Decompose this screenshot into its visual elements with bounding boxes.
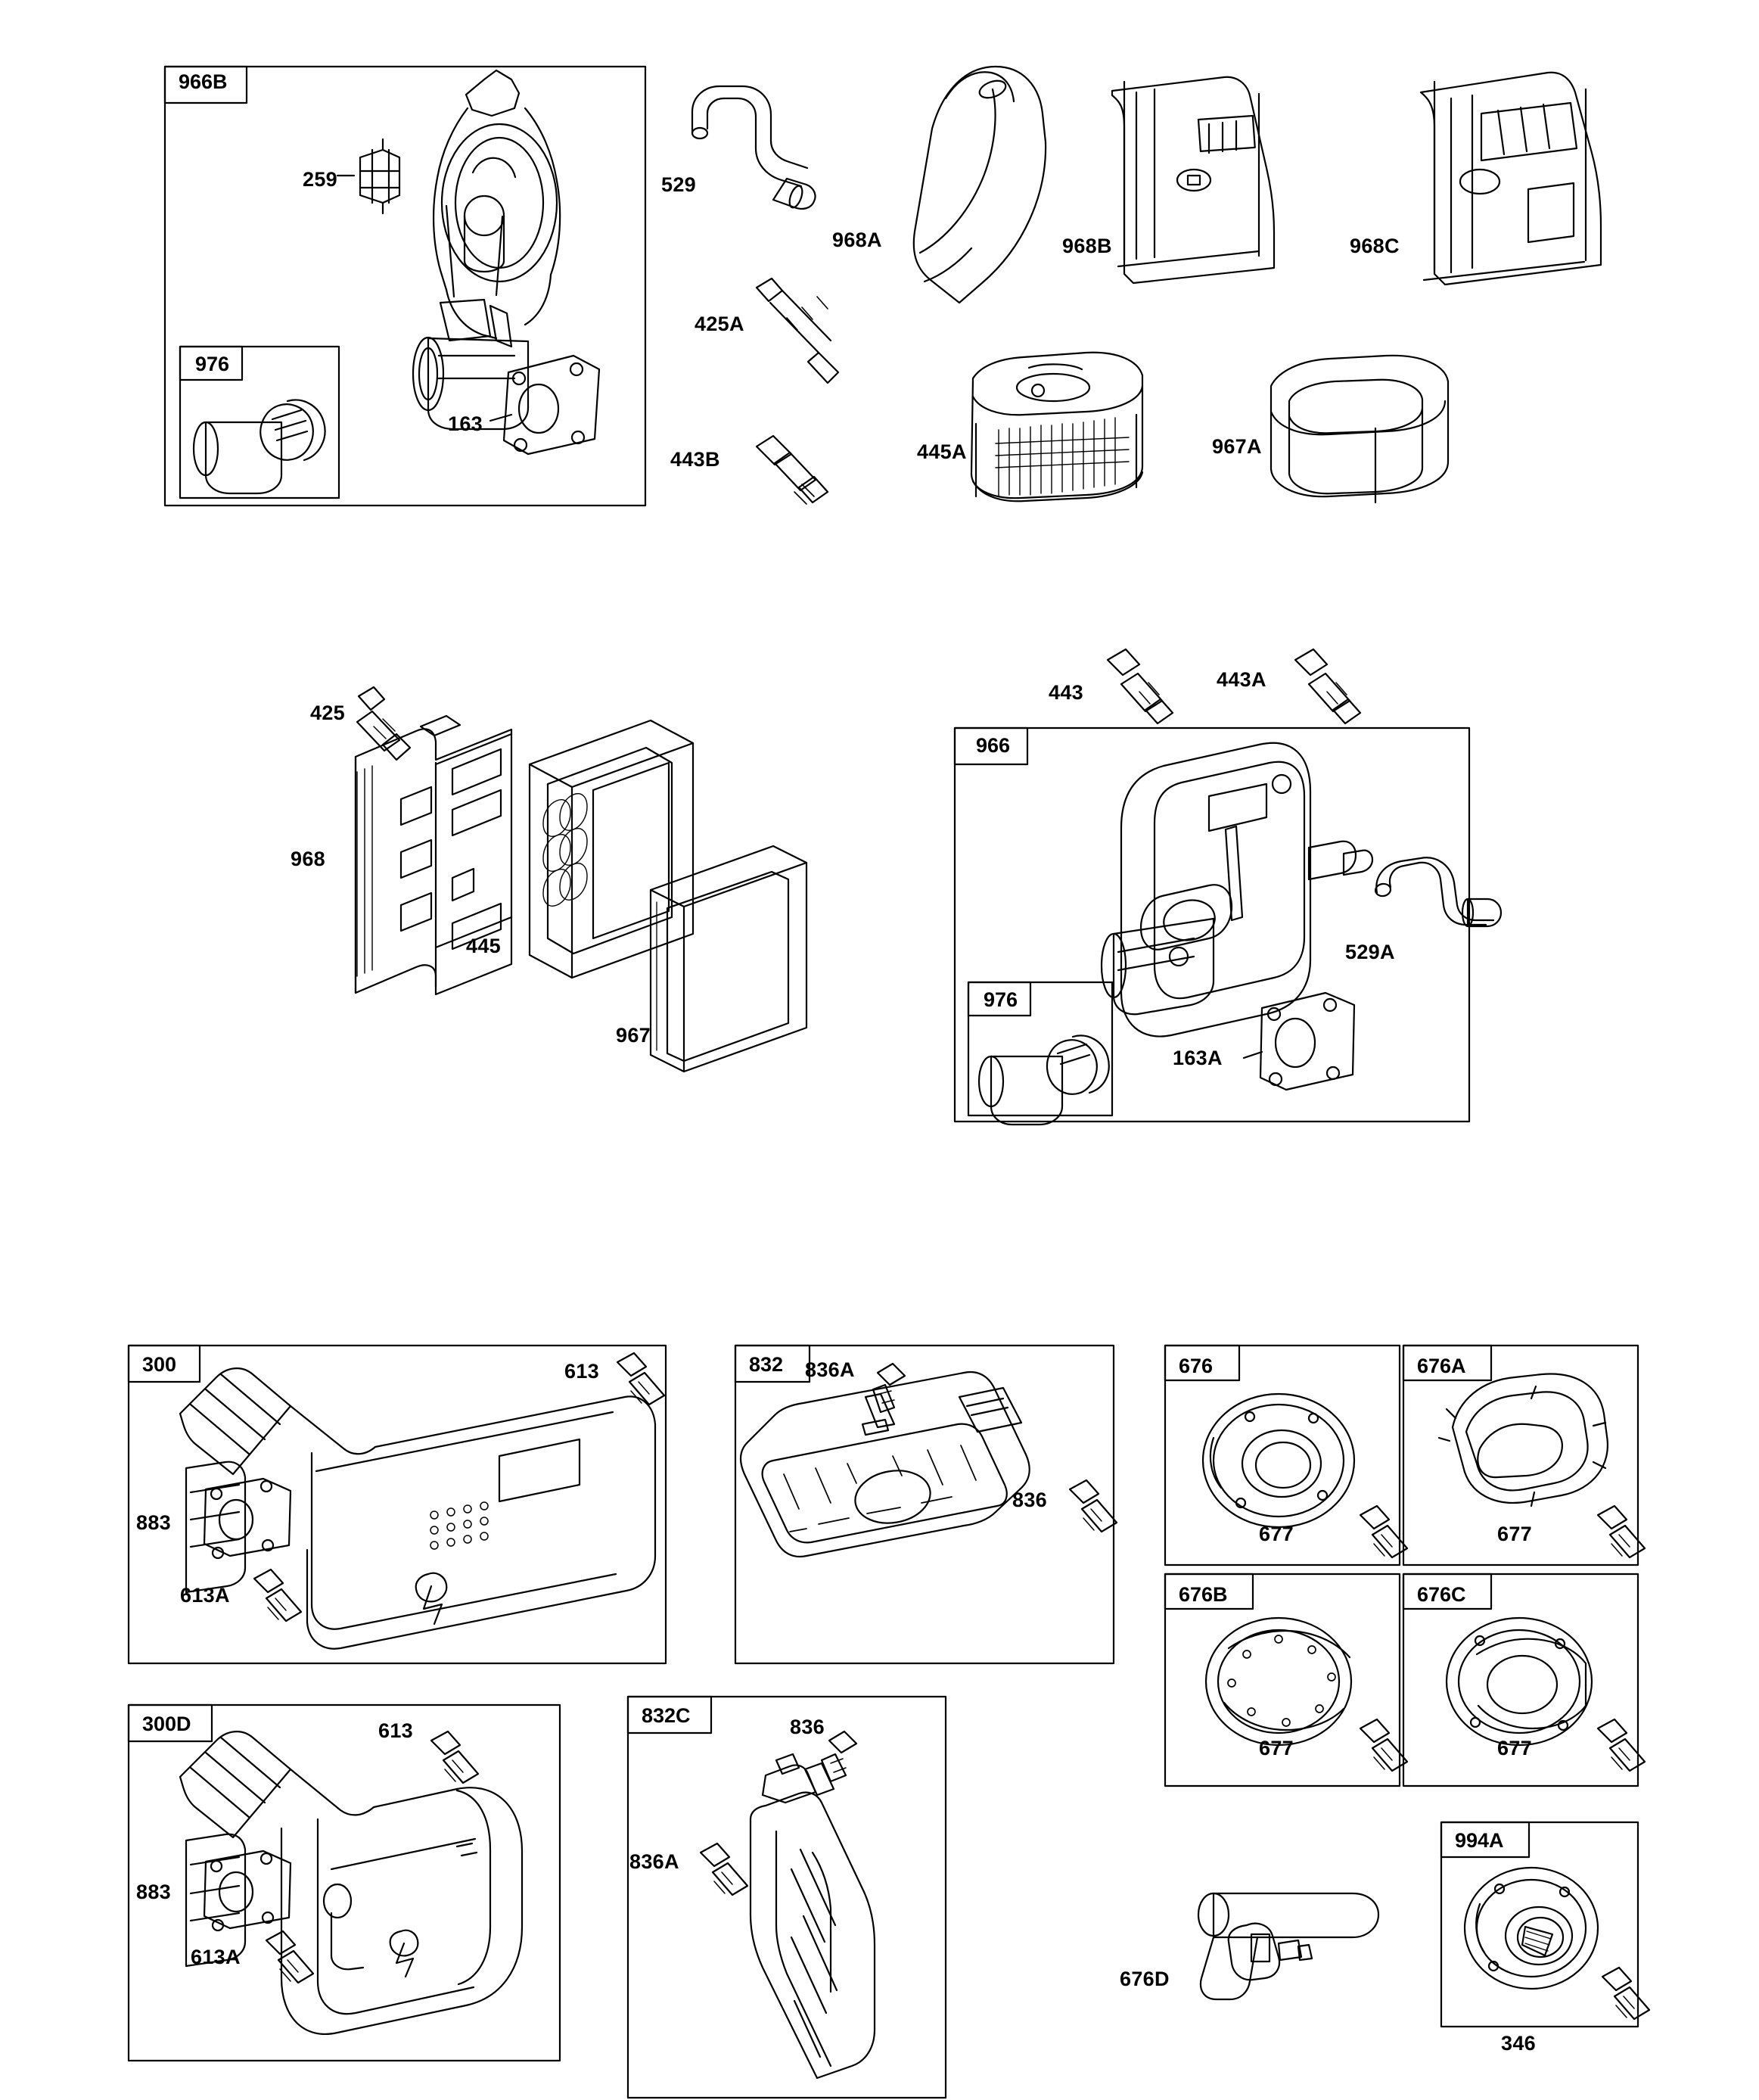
callout-613A-d: 613A <box>191 1946 241 1968</box>
callout-967A: 967A <box>1212 435 1262 458</box>
callout-676D: 676D <box>1120 1968 1170 1990</box>
callout-976-top: 976 <box>195 353 230 375</box>
callout-163: 163 <box>448 412 483 435</box>
callout-445: 445 <box>466 935 501 957</box>
callout-976-mid: 976 <box>984 988 1018 1011</box>
callout-529A: 529A <box>1345 941 1395 963</box>
callout-259: 259 <box>303 168 337 191</box>
callout-613: 613 <box>564 1360 599 1383</box>
callout-613A: 613A <box>180 1584 230 1607</box>
callout-300: 300 <box>142 1353 177 1376</box>
callout-966: 966 <box>976 734 1011 757</box>
callout-676A: 676A <box>1417 1355 1466 1377</box>
callout-836A: 836A <box>805 1358 855 1381</box>
callout-836A-c: 836A <box>629 1850 679 1873</box>
callout-676: 676 <box>1179 1355 1214 1377</box>
callout-677-d: 677 <box>1497 1737 1532 1759</box>
callout-443: 443 <box>1049 681 1083 704</box>
callout-346: 346 <box>1501 2032 1536 2055</box>
callout-425: 425 <box>310 702 345 724</box>
callout-883-d: 883 <box>136 1881 171 1903</box>
callout-445A: 445A <box>917 440 967 463</box>
callout-968A: 968A <box>832 229 882 251</box>
callout-529: 529 <box>661 173 696 196</box>
callout-163A: 163A <box>1173 1047 1223 1069</box>
callout-832C: 832C <box>642 1704 691 1727</box>
callout-994A: 994A <box>1455 1829 1504 1852</box>
callout-677-b: 677 <box>1497 1523 1532 1545</box>
callout-883: 883 <box>136 1511 171 1534</box>
callout-425A: 425A <box>695 313 744 335</box>
callout-677-a: 677 <box>1259 1523 1294 1545</box>
callout-966B: 966B <box>179 70 228 93</box>
callout-968: 968 <box>291 848 325 870</box>
callout-443B: 443B <box>670 448 720 471</box>
callout-443A: 443A <box>1217 668 1266 691</box>
callout-300D: 300D <box>142 1713 191 1735</box>
callout-968B: 968B <box>1062 235 1112 257</box>
callout-676B: 676B <box>1179 1583 1228 1606</box>
callout-677-c: 677 <box>1259 1737 1294 1759</box>
callout-832: 832 <box>749 1353 784 1376</box>
callout-968C: 968C <box>1350 235 1400 257</box>
callout-836-c: 836 <box>790 1716 825 1738</box>
callout-613-d: 613 <box>378 1719 413 1742</box>
callout-836: 836 <box>1012 1489 1047 1511</box>
callout-676C: 676C <box>1417 1583 1466 1606</box>
callout-967: 967 <box>616 1024 651 1047</box>
